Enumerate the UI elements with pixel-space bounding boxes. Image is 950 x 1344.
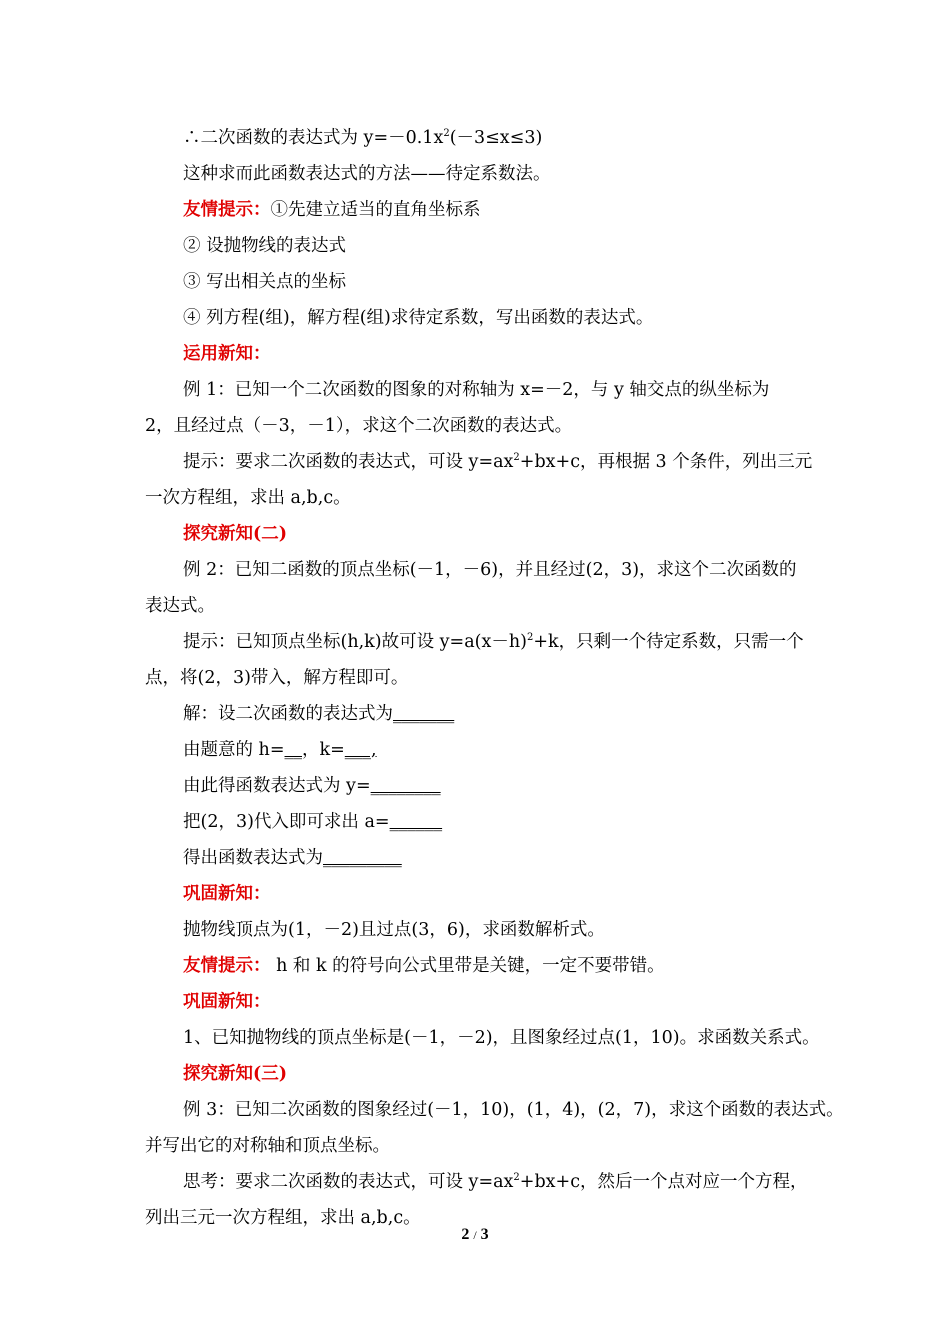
example-3-line-2: 并写出它的对称轴和顶点坐标。	[145, 1136, 390, 1156]
example-1-line-2: 2，且经过点（－3，－1），求这个二次函数的表达式。	[145, 416, 573, 436]
solution-step-2: 由题意的 h=__，k=___,	[183, 740, 377, 760]
answer-blank: _________	[323, 848, 402, 868]
tip-step-3: ③ 写出相关点的坐标	[183, 272, 347, 292]
tip-label: 友情提示：	[183, 956, 271, 976]
section-heading-consolidate: 巩固新知：	[183, 884, 271, 904]
example-2-line-1: 例 2：已知二函数的顶点坐标(－1，－6)，并且经过(2，3)，求这个二次函数的	[183, 560, 797, 580]
answer-blank: __	[284, 740, 302, 760]
exercise-1: 1、已知抛物线的顶点坐标是(－1，－2)，且图象经过点(1，10)。求函数关系式。	[183, 1028, 820, 1048]
tip-line: 友情提示：①先建立适当的直角坐标系	[183, 200, 481, 220]
solution-step-1: 解：设二次函数的表达式为_______	[183, 704, 455, 724]
page-number: 2 / 3	[461, 1226, 489, 1243]
answer-blank: ________	[370, 776, 441, 796]
section-heading-explore-2: 探究新知(二)	[183, 524, 288, 544]
section-heading-explore-3: 探究新知(三)	[183, 1064, 288, 1084]
solution-step-3: 由此得函数表达式为 y=________	[183, 776, 441, 796]
hint-1-line-2: 一次方程组，求出 a,b,c。	[145, 488, 351, 508]
hint-1-line-1: 提示：要求二次函数的表达式，可设 $y=ax^2+bx+c$，再根据 3 个条件，列出三元	[183, 452, 813, 472]
example-1-line-1: 例 1：已知一个二次函数的图象的对称轴为 x=－2，与 y 轴交点的纵坐标为	[183, 380, 770, 400]
hint-2-line-1: 提示：已知顶点坐标(h,k)故可设 $y=a(x-h)^2+k$，只剩一个待定系数，只需一个	[183, 632, 804, 652]
tip-step-2: ② 设抛物线的表达式	[183, 236, 347, 256]
section-heading-consolidate-2: 巩固新知：	[183, 992, 271, 1012]
tip-step-4: ④ 列方程(组)，解方程(组)求待定系数，写出函数的表达式。	[183, 308, 654, 328]
method-note: 这种求而此函数表达式的方法——待定系数法。	[183, 164, 551, 184]
answer-blank: ______	[389, 812, 443, 832]
tip-line-2: 友情提示： h 和 k 的符号向公式里带是关键，一定不要带错。	[183, 956, 665, 976]
think-line-2: 列出三元一次方程组，求出 a,b,c。	[145, 1208, 421, 1228]
example-3-line-1: 例 3：已知二次函数的图象经过(－1，10)，(1，4)，(2，7)，求这个函数的表达式。	[183, 1100, 844, 1120]
solution-step-5: 得出函数表达式为_________	[183, 848, 402, 868]
answer-blank: ___,	[344, 740, 377, 760]
think-line-1: 思考：要求二次函数的表达式，可设 $y=ax^2+bx+c$，然后一个点对应一个方程，	[183, 1172, 808, 1192]
solution-step-4: 把(2，3)代入即可求出 a=______	[183, 812, 443, 832]
example-2-line-2: 表达式。	[145, 596, 215, 616]
practice-problem: 抛物线顶点为(1，－2)且过点(3，6)，求函数解析式。	[183, 920, 605, 940]
section-heading-apply: 运用新知：	[183, 344, 271, 364]
answer-blank: _______	[393, 704, 455, 724]
document-body	[145, 120, 844, 1236]
function-expression-line: ∴二次函数的表达式为 $y=-0.1x^2(-3\le x\le 3)$	[183, 128, 543, 148]
hint-2-line-2: 点，将(2，3)带入，解方程即可。	[145, 668, 409, 688]
tip-label: 友情提示：	[183, 200, 271, 220]
